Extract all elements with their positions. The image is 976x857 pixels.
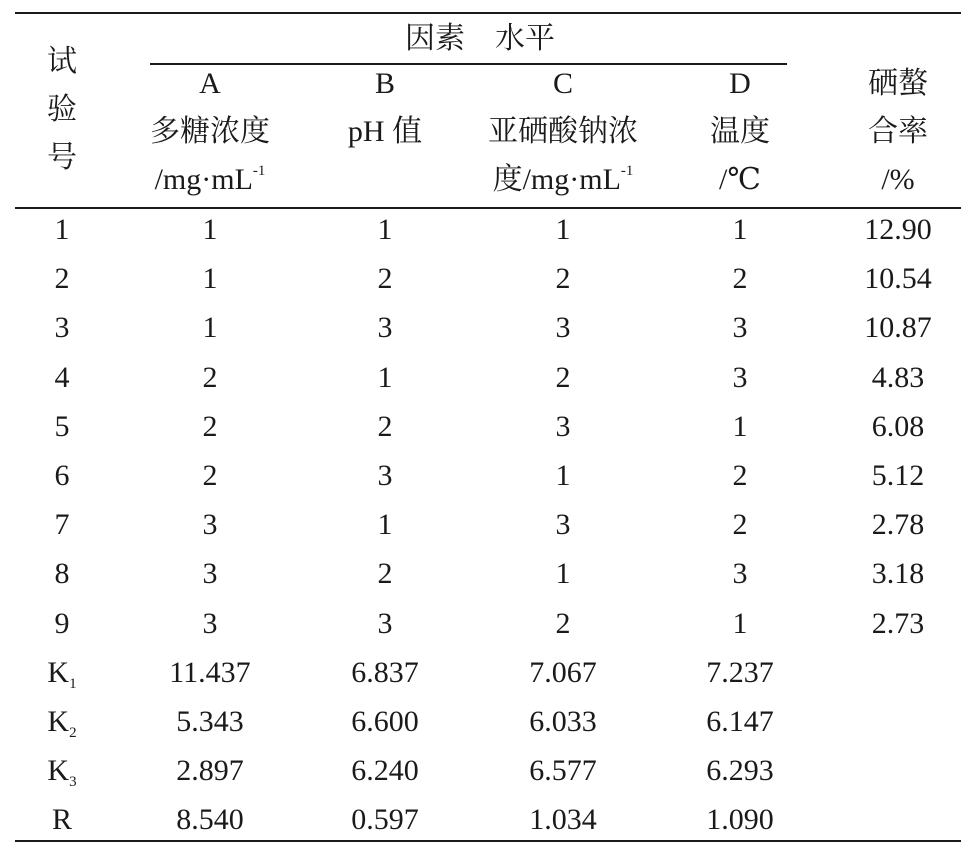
cell-trial: 4 (54, 360, 70, 394)
cell-b: 1 (377, 508, 393, 542)
top-rule (15, 12, 961, 14)
cell-d: 3 (732, 557, 748, 591)
cell-rate: 5.12 (871, 459, 925, 492)
cell-d: 3 (732, 311, 748, 345)
cell-a: 1 (202, 213, 218, 246)
cell-rate: 10.87 (864, 311, 932, 345)
cell-d: 2 (732, 459, 748, 492)
cell-rate: 2.78 (871, 508, 925, 542)
cell-c: 2 (555, 606, 571, 640)
col-b-name: pH 值 (347, 115, 423, 148)
col-rate-unit: /% (881, 163, 915, 196)
cell-rate: 6.08 (871, 409, 925, 443)
cell-b: 1 (377, 360, 393, 394)
cell-trial: 6 (54, 459, 70, 492)
cell-d: 3 (732, 360, 748, 394)
col-b-header (300, 60, 470, 156)
cell-c: 6.033 (529, 705, 597, 738)
cell-trial: 1 (54, 213, 70, 246)
cell-trial: 3 (54, 311, 70, 345)
bottom-rule (15, 840, 961, 842)
cell-rate: 10.54 (864, 262, 932, 296)
cell-d: 6.293 (706, 754, 774, 788)
summary-label: R (51, 803, 72, 837)
col-c-unit: 度$/mg\cdot mL^{-1}$ (492, 163, 634, 196)
cell-a: 3 (202, 508, 218, 542)
cell-c: 2 (555, 262, 571, 296)
col-c-header (460, 60, 666, 204)
cell-b: 2 (377, 409, 393, 443)
col-rate-line2: 合率 (868, 115, 928, 148)
cell-a: 1 (202, 311, 218, 345)
cell-trial: 8 (54, 557, 70, 591)
cell-rate: 2.73 (871, 606, 925, 640)
cell-a: 3 (202, 606, 218, 640)
cell-b: 6.240 (351, 754, 419, 788)
factor-group-header: 因素 水平 (405, 22, 555, 55)
cell-c: 7.067 (529, 655, 597, 689)
cell-a: 2 (202, 360, 218, 394)
cell-d: 2 (732, 508, 748, 542)
col-c-letter: C (552, 67, 573, 100)
col-a-header (110, 60, 310, 204)
cell-b: 6.837 (351, 655, 419, 689)
col-d-header (680, 60, 800, 204)
cell-a: 1 (202, 262, 218, 296)
col-a-unit: $/mg\cdot mL^{-1}$ (154, 163, 266, 196)
cell-a: 2 (202, 459, 218, 492)
cell-a: 8.540 (176, 803, 244, 837)
cell-trial: 7 (54, 508, 70, 542)
cell-c: 1 (555, 459, 571, 492)
cell-c: 1 (555, 213, 571, 246)
cell-b: 2 (377, 557, 393, 591)
cell-a: 5.343 (176, 705, 244, 738)
summary-label: $K_3$ (47, 754, 77, 791)
cell-trial: 9 (54, 606, 70, 640)
cell-b: 3 (377, 459, 393, 492)
cell-a: 11.437 (169, 655, 251, 689)
cell-d: 7.237 (706, 655, 774, 689)
header-bottom-rule (15, 207, 961, 209)
trial-no-char-3: 号 (47, 141, 77, 174)
cell-c: 3 (555, 508, 571, 542)
cell-trial: 2 (54, 262, 70, 296)
cell-b: 1 (377, 213, 393, 246)
cell-a: 2.897 (176, 754, 244, 788)
summary-label: $K_2$ (47, 705, 77, 741)
col-rate-header (838, 60, 958, 204)
col-rate-line1: 硒螯 (868, 67, 928, 100)
cell-d: 6.147 (706, 705, 774, 738)
cell-d: 2 (732, 262, 748, 296)
trial-no-char-2: 验 (47, 93, 77, 126)
cell-c: 3 (555, 311, 571, 345)
cell-c: 1.034 (529, 803, 597, 837)
cell-rate: 3.18 (871, 557, 925, 591)
cell-b: 3 (377, 606, 393, 640)
cell-d: 1 (732, 213, 748, 246)
col-b-letter: B (374, 67, 395, 100)
cell-a: 2 (202, 409, 218, 443)
cell-b: 0.597 (351, 803, 419, 837)
summary-label: $K_1$ (47, 655, 77, 692)
cell-d: 1 (732, 409, 748, 443)
cell-c: 2 (555, 360, 571, 394)
col-c-name: 亚硒酸钠浓 (488, 115, 638, 148)
cell-d: 1.090 (706, 803, 774, 837)
cell-rate: 12.90 (864, 213, 932, 246)
cell-c: 6.577 (529, 754, 597, 788)
cell-c: 1 (555, 557, 571, 591)
cell-b: 3 (377, 311, 393, 345)
cell-trial: 5 (54, 409, 70, 443)
cell-b: 6.600 (351, 705, 419, 738)
cell-a: 3 (202, 557, 218, 591)
cell-c: 3 (555, 409, 571, 443)
col-a-name: 多糖浓度 (150, 115, 270, 148)
cell-rate: 4.83 (871, 360, 925, 394)
col-d-name: 温度 (710, 115, 770, 148)
cell-d: 1 (732, 606, 748, 640)
col-d-letter: D (729, 67, 751, 100)
trial-no-header (32, 38, 92, 182)
cell-b: 2 (377, 262, 393, 296)
col-d-unit: /℃ (719, 163, 761, 196)
trial-no-char-1: 试 (47, 45, 77, 78)
col-a-letter: A (199, 67, 221, 100)
